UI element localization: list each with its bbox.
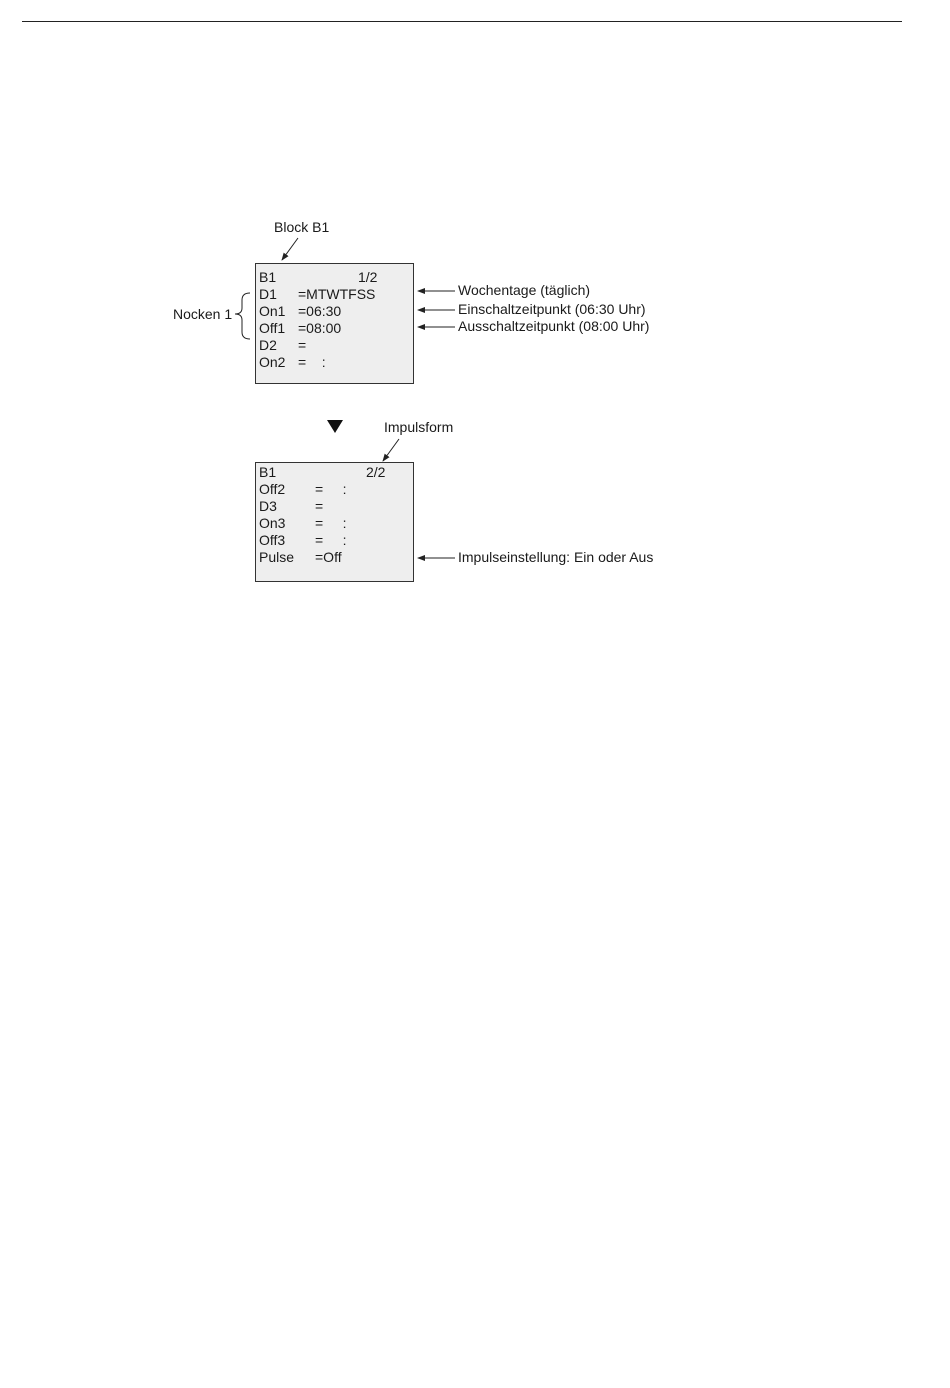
- screen-row-label: Off1: [259, 320, 286, 336]
- callout-weekdays: Wochentage (täglich): [458, 282, 591, 298]
- screen-block-name: B1: [259, 464, 277, 480]
- screen-page-indicator: 1/2: [358, 269, 378, 285]
- screen-row-label: Off2: [259, 481, 286, 497]
- screen-page-indicator: 2/2: [366, 464, 386, 480]
- screen-row-label: D1: [259, 286, 277, 302]
- callout-pulse-form: Impulsform: [384, 419, 454, 435]
- screen-row-value: = :: [315, 515, 347, 531]
- screen-row-value: = :: [298, 354, 326, 370]
- screen-row-value: =MTWTFSS: [298, 286, 376, 302]
- screen-row-value: =06:30: [298, 303, 342, 319]
- callout-on-time: Einschaltzeitpunkt (06:30 Uhr): [458, 301, 646, 317]
- screen-row-label: On2: [259, 354, 286, 370]
- next-page-triangle-icon: [327, 420, 343, 433]
- screen-row-value: =: [298, 337, 307, 353]
- block-pointer-arrow: [282, 238, 298, 260]
- cam-brace: [235, 293, 250, 339]
- screen-row-value: =Off: [315, 549, 342, 565]
- pulse-form-arrow: [383, 439, 399, 461]
- screen-row-label: D3: [259, 498, 277, 514]
- screen-row-value: =: [315, 498, 324, 514]
- screen-row-value: = :: [315, 532, 347, 548]
- screen-row-label: On3: [259, 515, 286, 531]
- screen-block-name: B1: [259, 269, 277, 285]
- screen-row-label: Pulse: [259, 549, 295, 565]
- screen-row-label: Off3: [259, 532, 286, 548]
- callout-pulse-setting: Impulseinstellung: Ein oder Aus: [458, 549, 654, 565]
- screen-row-value: = :: [315, 481, 347, 497]
- callout-block-b1: Block B1: [274, 219, 330, 235]
- callout-off-time: Ausschaltzeitpunkt (08:00 Uhr): [458, 318, 650, 334]
- screen-row-label: On1: [259, 303, 286, 319]
- screen-row-value: =08:00: [298, 320, 342, 336]
- screen-row-label: D2: [259, 337, 277, 353]
- callout-cam-1: Nocken 1: [173, 306, 233, 322]
